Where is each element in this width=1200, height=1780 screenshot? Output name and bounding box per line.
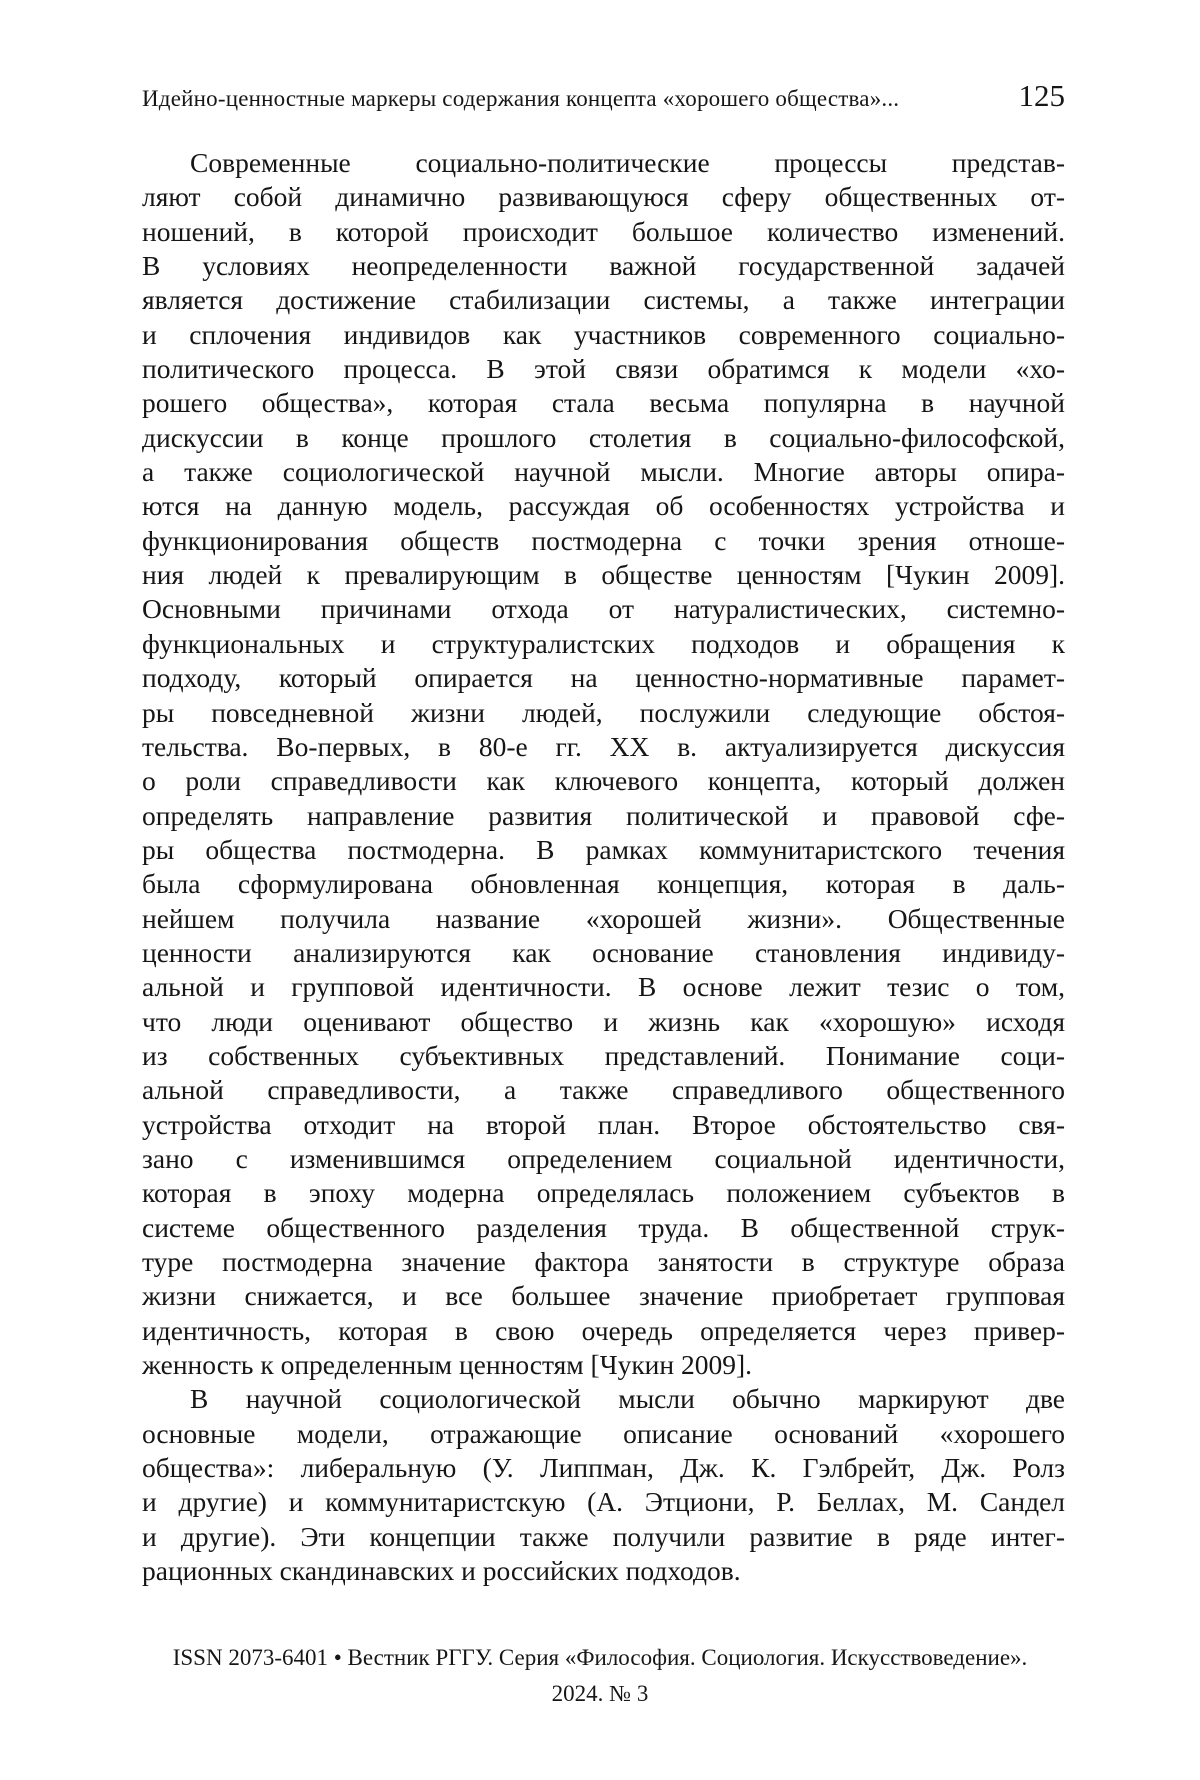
text-line: Основными причинами отхода от натуралистических, системно- xyxy=(142,593,1065,625)
page-footer xyxy=(0,1640,1200,1712)
text-line: политического процесса. В этой связи обратимся к модели «хо- xyxy=(142,353,1065,385)
text-line: зано с изменившимся определением социальной идентичности, xyxy=(142,1142,1065,1174)
footer-issue-line: 2024. № 3 xyxy=(551,1681,649,1706)
text-line: ношений, в которой происходит большое количество изменений. xyxy=(142,215,1065,247)
text-line: дискуссии в конце прошлого столетия в социально-философской, xyxy=(142,421,1065,453)
text-line: ются на данную модель, рассуждая об особенностях устройства и xyxy=(142,490,1065,522)
text-line: рошего общества», которая стала весьма популярна в научной xyxy=(142,387,1065,419)
running-head xyxy=(142,78,1065,114)
text-line: альной справедливости, а также справедливого общественного xyxy=(142,1074,1065,1106)
text-line: из собственных субъективных представлений. Понимание соци- xyxy=(142,1039,1065,1071)
footer-issn-line: ISSN 2073-6401 • Вестник РГГУ. Серия «Философия. Социология. Искусствоведение». xyxy=(172,1645,1028,1670)
text-line: устройства отходит на второй план. Второе обстоятельство свя- xyxy=(142,1108,1065,1140)
paragraph xyxy=(142,146,1065,1382)
text-line: системе общественного разделения труда. В общественной струк- xyxy=(142,1211,1065,1243)
running-head-title: Идейно-ценностные маркеры содержания концепта «хорошего общества»... xyxy=(142,86,900,111)
text-line: определять направление развития политической и правовой сфе- xyxy=(142,799,1065,831)
text-line: туре постмодерна значение фактора занятости в структуре образа xyxy=(142,1246,1065,1277)
text-line: Современные социально-политические процессы представ- xyxy=(190,147,1065,178)
text-line: ния людей к превалирующим в обществе ценностям [Чукин 2009]. xyxy=(142,559,1065,591)
text-line: жизни снижается, и все большее значение приобретает групповая xyxy=(142,1280,1065,1312)
text-line: рационных скандинавских и российских подходов. xyxy=(142,1555,741,1587)
paragraph xyxy=(142,1382,1065,1588)
text-line: подходу, который опирается на ценностно-нормативные парамет- xyxy=(142,662,1065,694)
text-line: альной и групповой идентичности. В основе лежит тезис о том, xyxy=(142,971,1065,1003)
text-line: ры повседневной жизни людей, послужили следующие обстоя- xyxy=(142,696,1065,728)
text-line: В условиях неопределенности важной государственной задачей xyxy=(142,250,1065,282)
text-line: и другие) и коммунитаристскую (А. Этциони, Р. Беллах, М. Сандел xyxy=(142,1486,1065,1518)
text-line: В научной социологической мысли обычно маркируют две xyxy=(190,1383,1065,1415)
text-line: и сплочения индивидов как участников современного социально- xyxy=(142,318,1065,350)
text-line: женность к определенным ценностям [Чукин 2009]. xyxy=(142,1349,753,1381)
text-line: была сформулирована обновленная концепция, которая в даль- xyxy=(142,868,1065,900)
text-line: нейшем получила название «хорошей жизни». Общественные xyxy=(142,902,1065,934)
text-line: о роли справедливости как ключевого концепта, который должен xyxy=(142,765,1065,797)
text-line: функциональных и структуралистских подходов и обращения к xyxy=(142,627,1065,659)
text-line: является достижение стабилизации системы, а также интеграции xyxy=(142,284,1065,316)
text-line: функционирования обществ постмодерна с точки зрения отноше- xyxy=(142,524,1065,556)
text-line: ляют собой динамично развивающуюся сферу общественных от- xyxy=(142,181,1065,213)
text-line: и другие). Эти концепции также получили развитие в ряде интег- xyxy=(142,1520,1065,1552)
text-line: которая в эпоху модерна определялась положением субъектов в xyxy=(142,1177,1065,1209)
article-body xyxy=(142,146,1065,1588)
text-line: что люди оценивают общество и жизнь как «хорошую» исходя xyxy=(142,1005,1065,1037)
text-line: ценности анализируются как основание становления индивиду- xyxy=(142,936,1065,968)
text-line: тельства. Во-первых, в 80-е гг. XX в. актуализируется дискуссия xyxy=(142,730,1065,762)
text-line: общества»: либеральную (У. Липпман, Дж. К. Гэлбрейт, Дж. Ролз xyxy=(142,1452,1065,1484)
text-line: идентичность, которая в свою очередь определяется через привер- xyxy=(142,1314,1065,1346)
text-line: ры общества постмодерна. В рамках коммунитаристского течения xyxy=(142,833,1065,865)
text-line: а также социологической научной мысли. Многие авторы опира- xyxy=(142,456,1065,488)
text-line: основные модели, отражающие описание оснований «хорошего xyxy=(142,1417,1065,1449)
page-number: 125 xyxy=(1018,78,1065,113)
